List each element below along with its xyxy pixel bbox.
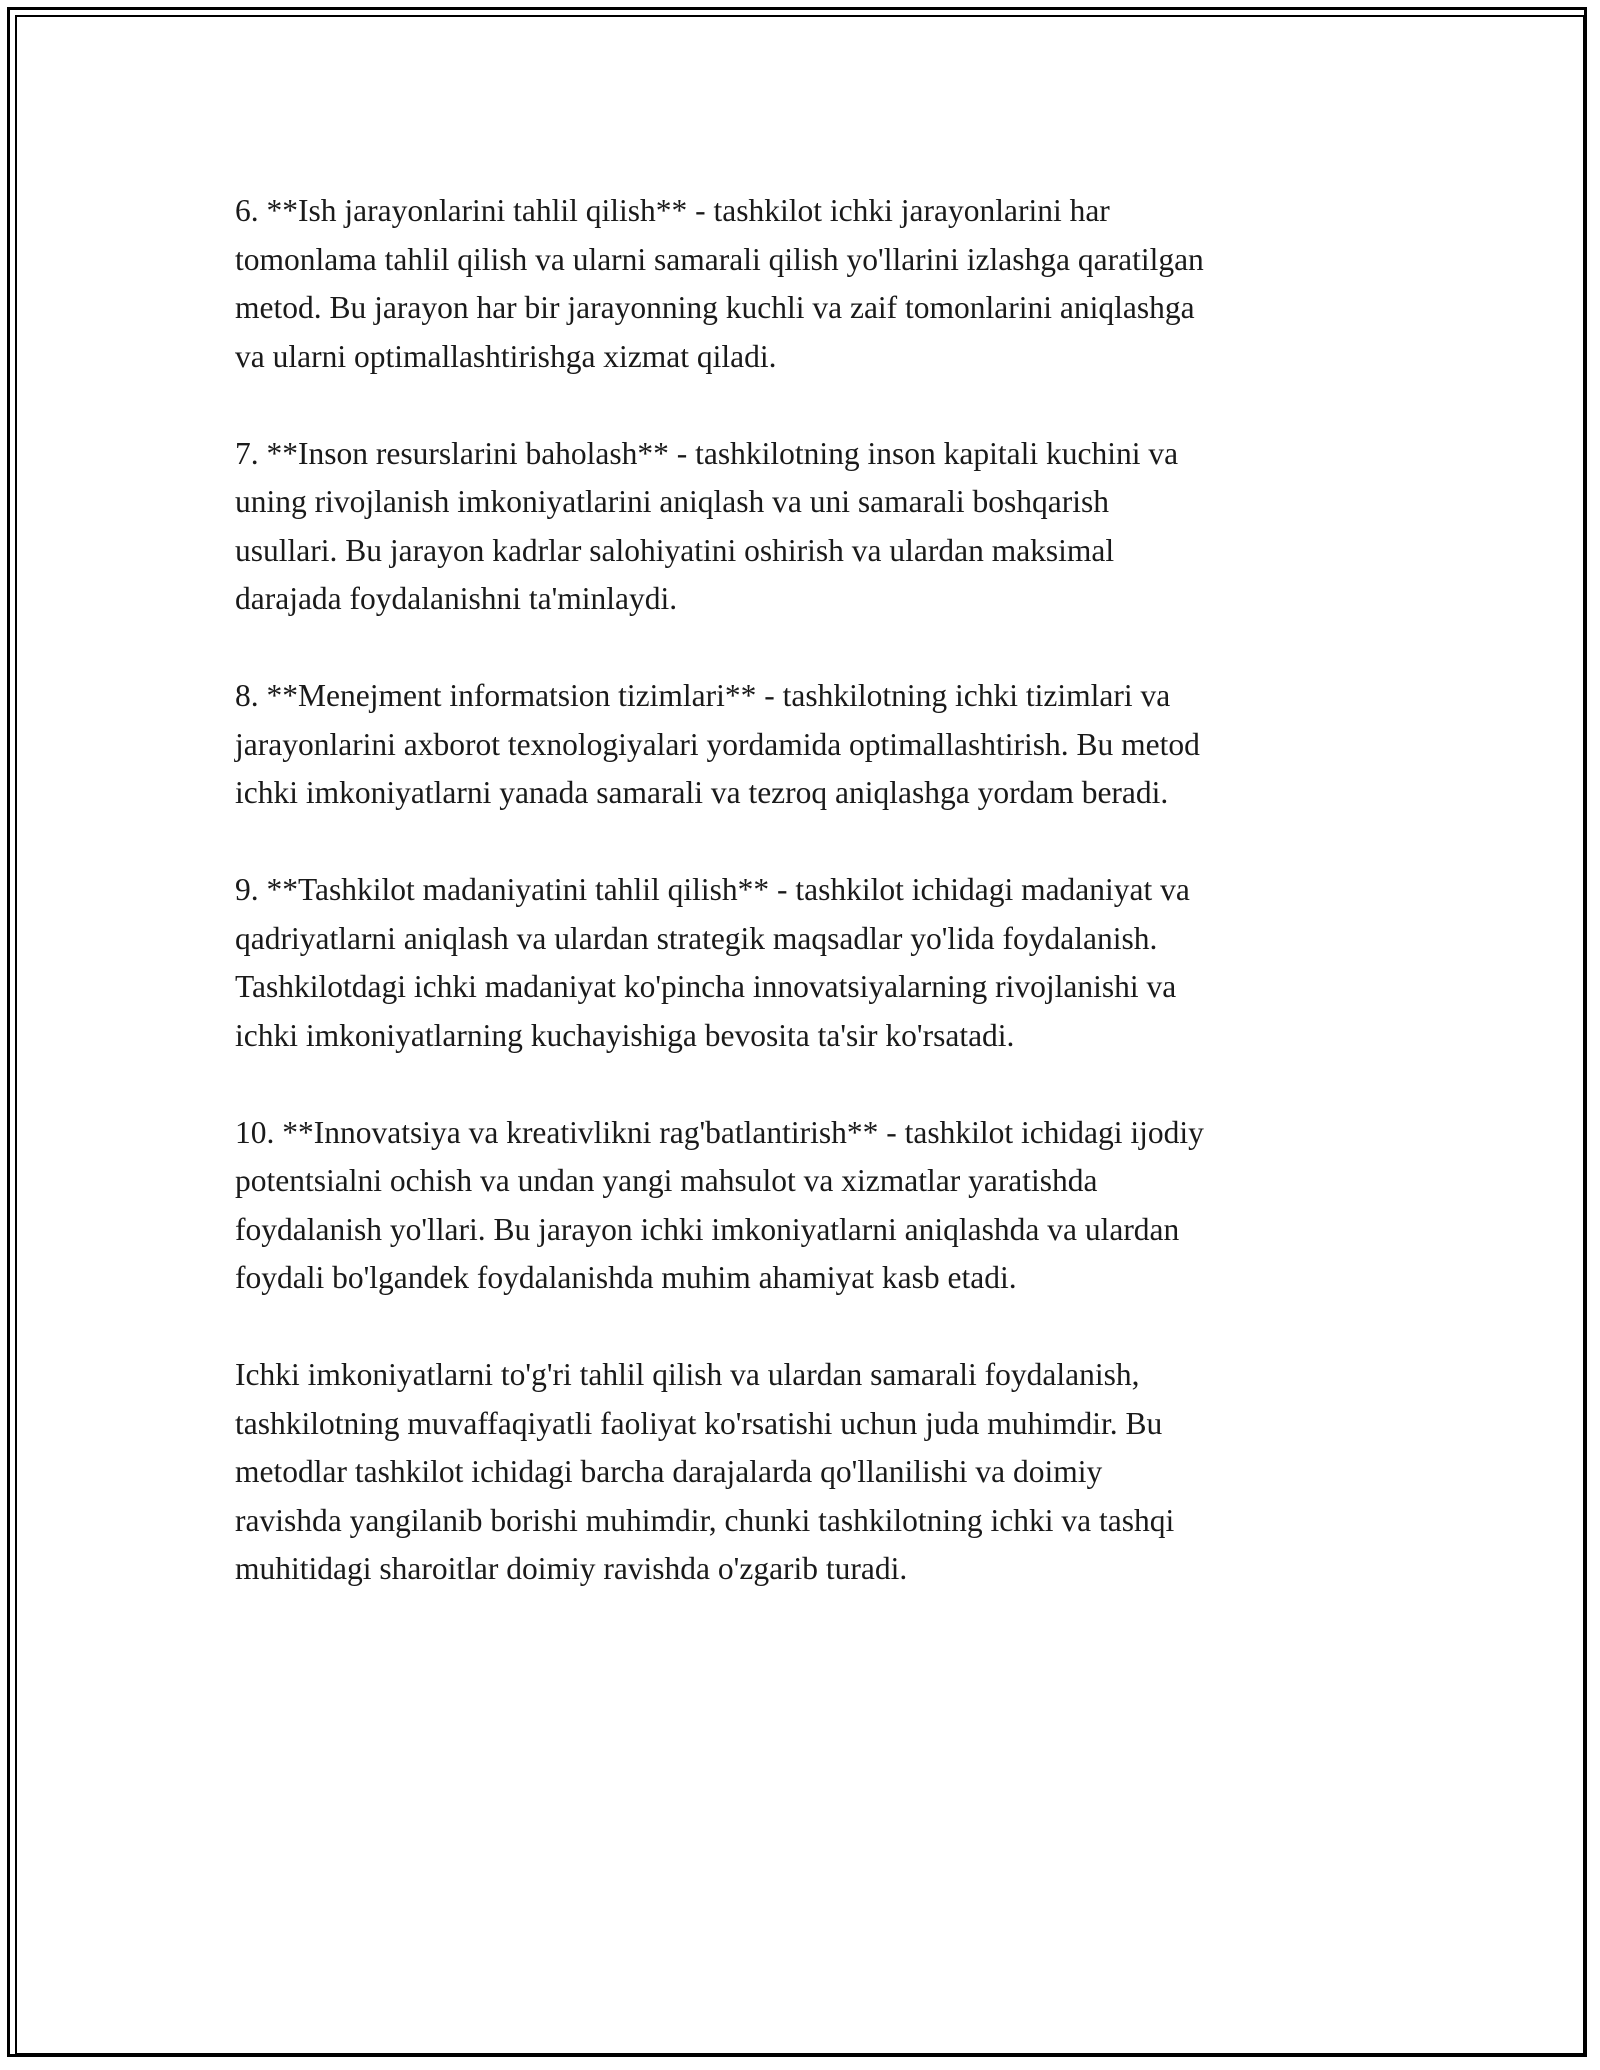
conclusion-paragraph: Ichki imkoniyatlarni to'g'ri tahlil qilish va ulardan samarali foydalanish, tashkilotning muvaffaqiyatli faoliyat ko'rsatishi uchun juda muhimdir. Bu metodlar tashkilot ichidagi barcha darajalarda qo'llanilishi va doimiy ravishda yangilanib borishi muhimdir, chunki tashkilotning ichki va tashqi muhitidagi sharoitlar doimiy ravishda o'zgarib turadi.	[235, 1357, 1175, 1586]
paragraph-item-6: 6. **Ish jarayonlarini tahlil qilish** - tashkilot ichki jarayonlarini har tomonlama tahlil qilish va ularni samarali qilish yo'llarini izlashga qaratilgan metod. Bu jarayon har bir jarayonning kuchli va zaif tomonlarini aniqlashga va ularni optimallashtirishga xizmat qiladi.	[235, 193, 1204, 374]
paragraph-item-9: 9. **Tashkilot madaniyatini tahlil qilish** - tashkilot ichidagi madaniyat va qadriyatlarni aniqlash va ulardan strategik maqsadlar yo'lida foydalanish. Tashkilotdagi ichki madaniyat ko'pincha innovatsiyalarning rivojlanishi va ichki imkoniyatlarning kuchayishiga bevosita ta'sir ko'rsatadi.	[235, 872, 1190, 1053]
document-body	[235, 187, 1405, 1642]
paragraph-item-7: 7. **Inson resurslarini baholash** - tashkilotning inson kapitali kuchini va uning rivojlanish imkoniyatlarini aniqlash va uni samarali boshqarish usullari. Bu jarayon kadrlar salohiyatini oshirish va ulardan maksimal darajada foydalanishni ta'minlaydi.	[235, 435, 1179, 616]
paragraph-item-8: 8. **Menejment informatsion tizimlari** - tashkilotning ichki tizimlari va jarayonlarini axborot texnologiyalari yordamida optimallashtirish. Bu metod ichki imkoniyatlarni yanada samarali va tezroq aniqlashga yordam beradi.	[235, 678, 1200, 810]
paragraph-item-10: 10. **Innovatsiya va kreativlikni rag'batlantirish** - tashkilot ichidagi ijodiy potentsialni ochish va undan yangi mahsulot va xizmatlar yaratishda foydalanish yo'llari. Bu jarayon ichki imkoniyatlarni aniqlashda va ulardan foydali bo'lgandek foydalanishda muhim ahamiyat kasb etadi.	[235, 1114, 1204, 1295]
